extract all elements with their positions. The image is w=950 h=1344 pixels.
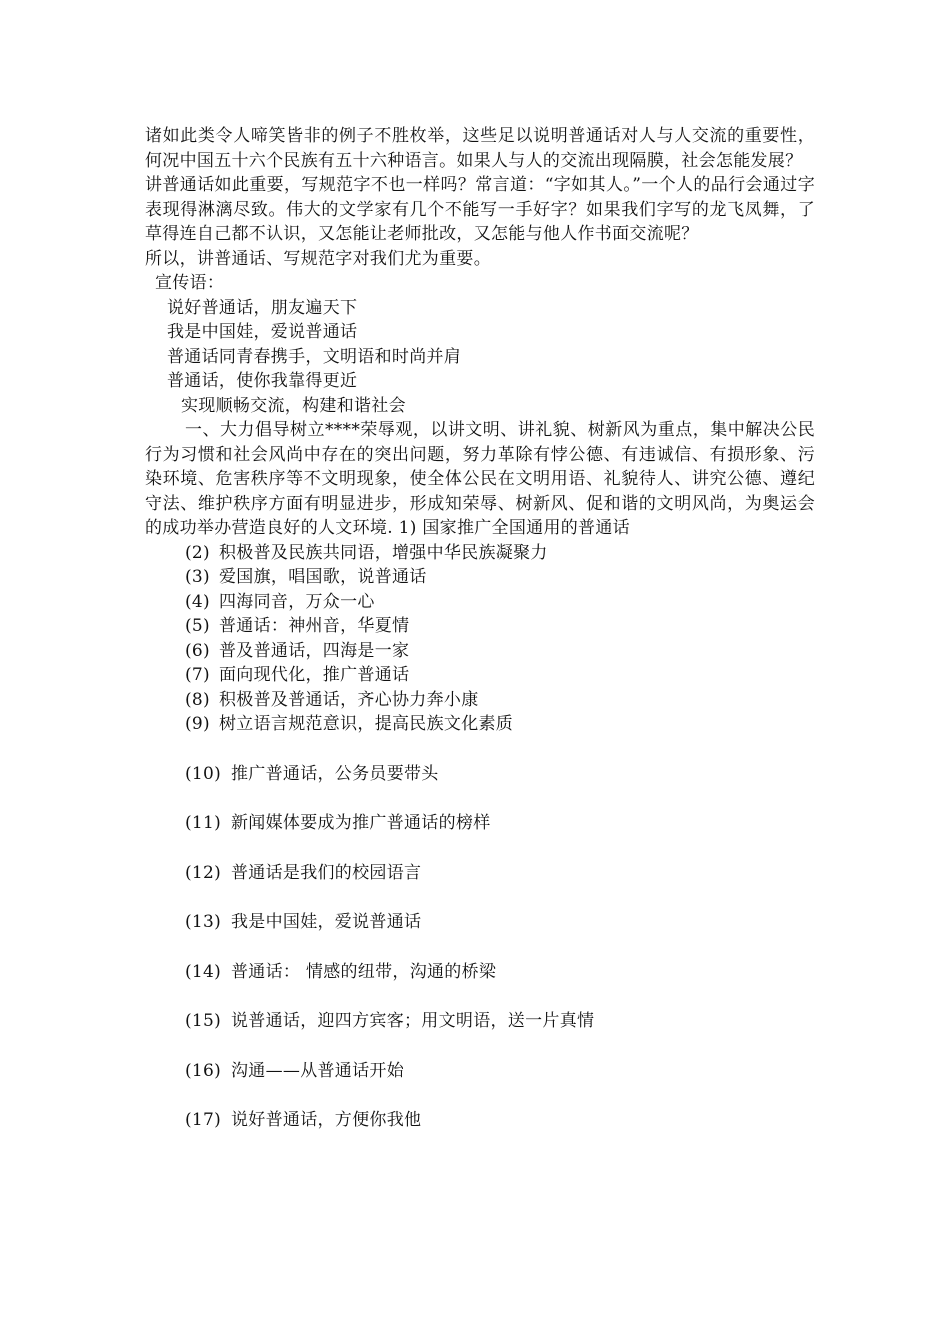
item-number: (17) (185, 1110, 222, 1130)
list-item (145, 712, 815, 737)
list-item (145, 1059, 815, 1084)
list-item (145, 639, 815, 664)
list-item (145, 762, 815, 787)
item-number: (5) (185, 616, 210, 636)
paragraph-conclusion: 所以，讲普通话、写规范字对我们尤为重要。 (145, 248, 491, 269)
slogan-line: 我是中国娃，爱说普通话 (167, 322, 358, 342)
item-number: (6) (185, 640, 210, 661)
list-item (145, 663, 815, 688)
list-item (145, 861, 815, 886)
item-number: (4) (185, 591, 210, 612)
list-item (145, 590, 815, 615)
item-text: 积极普及民族共同语，增强中华民族凝聚力 (219, 542, 548, 563)
item-number: (14) (185, 961, 222, 982)
slogan-line: 普通话同青春携手，文明语和时尚并肩 (167, 346, 462, 367)
list-item (145, 541, 815, 566)
item-text: 四海同音，万众一心 (219, 591, 375, 612)
paragraph-communication: 诸如此类令人啼笑皆非的例子不胜枚举，这些足以说明普通话对人与人交流的重要性，何况中国五十六个民族有五十六种语言。如果人与人的交流出现隔膜，社会怎能发展？ (145, 126, 815, 171)
item-number: (11) (185, 813, 222, 833)
item-text: 我是中国娃，爱说普通话 (231, 912, 422, 932)
item-number: (8) (185, 689, 210, 710)
list-item (145, 565, 815, 590)
item-number: (2) (185, 542, 210, 563)
list-item (145, 688, 815, 713)
list-item (145, 1108, 815, 1133)
item-number: (7) (185, 665, 210, 685)
list-item (145, 614, 815, 639)
item-text: 说好普通话，方便你我他 (231, 1110, 422, 1130)
list-item (145, 811, 815, 836)
item-number: (3) (185, 567, 210, 587)
list-item (145, 910, 815, 935)
item-text: 面向现代化，推广普通话 (219, 665, 410, 685)
slogan-line: 普通话，使你我靠得更近 (167, 371, 358, 391)
item-text: 普通话：神州音，华夏情 (219, 616, 410, 636)
item-text: 新闻媒体要成为推广普通话的榜样 (231, 813, 491, 833)
item-text: 树立语言规范意识，提高民族文化素质 (219, 714, 514, 734)
item-number: (10) (185, 763, 222, 784)
item-text: 爱国旗，唱国歌，说普通话 (219, 567, 427, 587)
list-item (145, 1009, 815, 1034)
item-number: (16) (185, 1060, 222, 1081)
item-text: 普及普通话，四海是一家 (219, 640, 410, 661)
paragraph-handwriting: 讲普通话如此重要，写规范字不也一样吗？常言道：“字如其人。”一个人的品行会通过字表现得淋漓尽致。伟大的文学家有几个不能写一手好字？如果我们字写的龙飞凤舞，了草得连自己都不认识，又怎能让老师批改，又怎能与他人作书面交流呢？ (145, 175, 815, 244)
slogan-line: 说好普通话，朋友遍天下 (167, 297, 358, 318)
item-text: 普通话是我们的校园语言 (231, 862, 422, 883)
numbered-list (145, 541, 815, 1133)
item-text: 普通话： 情感的纽带，沟通的桥梁 (231, 961, 497, 982)
item-number: (15) (185, 1011, 222, 1031)
item-number: (13) (185, 912, 222, 932)
item-text: 推广普通话，公务员要带头 (231, 763, 439, 784)
slogan-heading: 宣传语： (155, 273, 225, 293)
document-body (145, 124, 815, 1133)
item-text: 积极普及普通话，齐心协力奔小康 (219, 689, 479, 710)
slogan-line: 实现顺畅交流，构建和谐社会 (181, 395, 406, 416)
item-number: (9) (185, 714, 210, 734)
item-number: (12) (185, 862, 222, 883)
item-text: 沟通——从普通话开始 (231, 1060, 404, 1081)
section-paragraph: 一、大力倡导树立****荣辱观，以讲文明、讲礼貌、树新风为重点，集中解决公民行为习惯和社会风尚中存在的突出问题，努力革除有悖公德、有违诚信、有损形象、污染环境、危害秩序等不文明现象，使全体公民在文明用语、礼貌待人、讲究公德、遵纪守法、维护秩序方面有明显进步，形成知荣辱、树新风、促和谐的文明风尚，为奥运会的成功举办营造良好的人文环境. 1) 国家推广全国通用的普通话 (145, 420, 815, 538)
item-text: 说普通话，迎四方宾客；用文明语，送一片真情 (231, 1011, 595, 1031)
list-item (145, 960, 815, 985)
